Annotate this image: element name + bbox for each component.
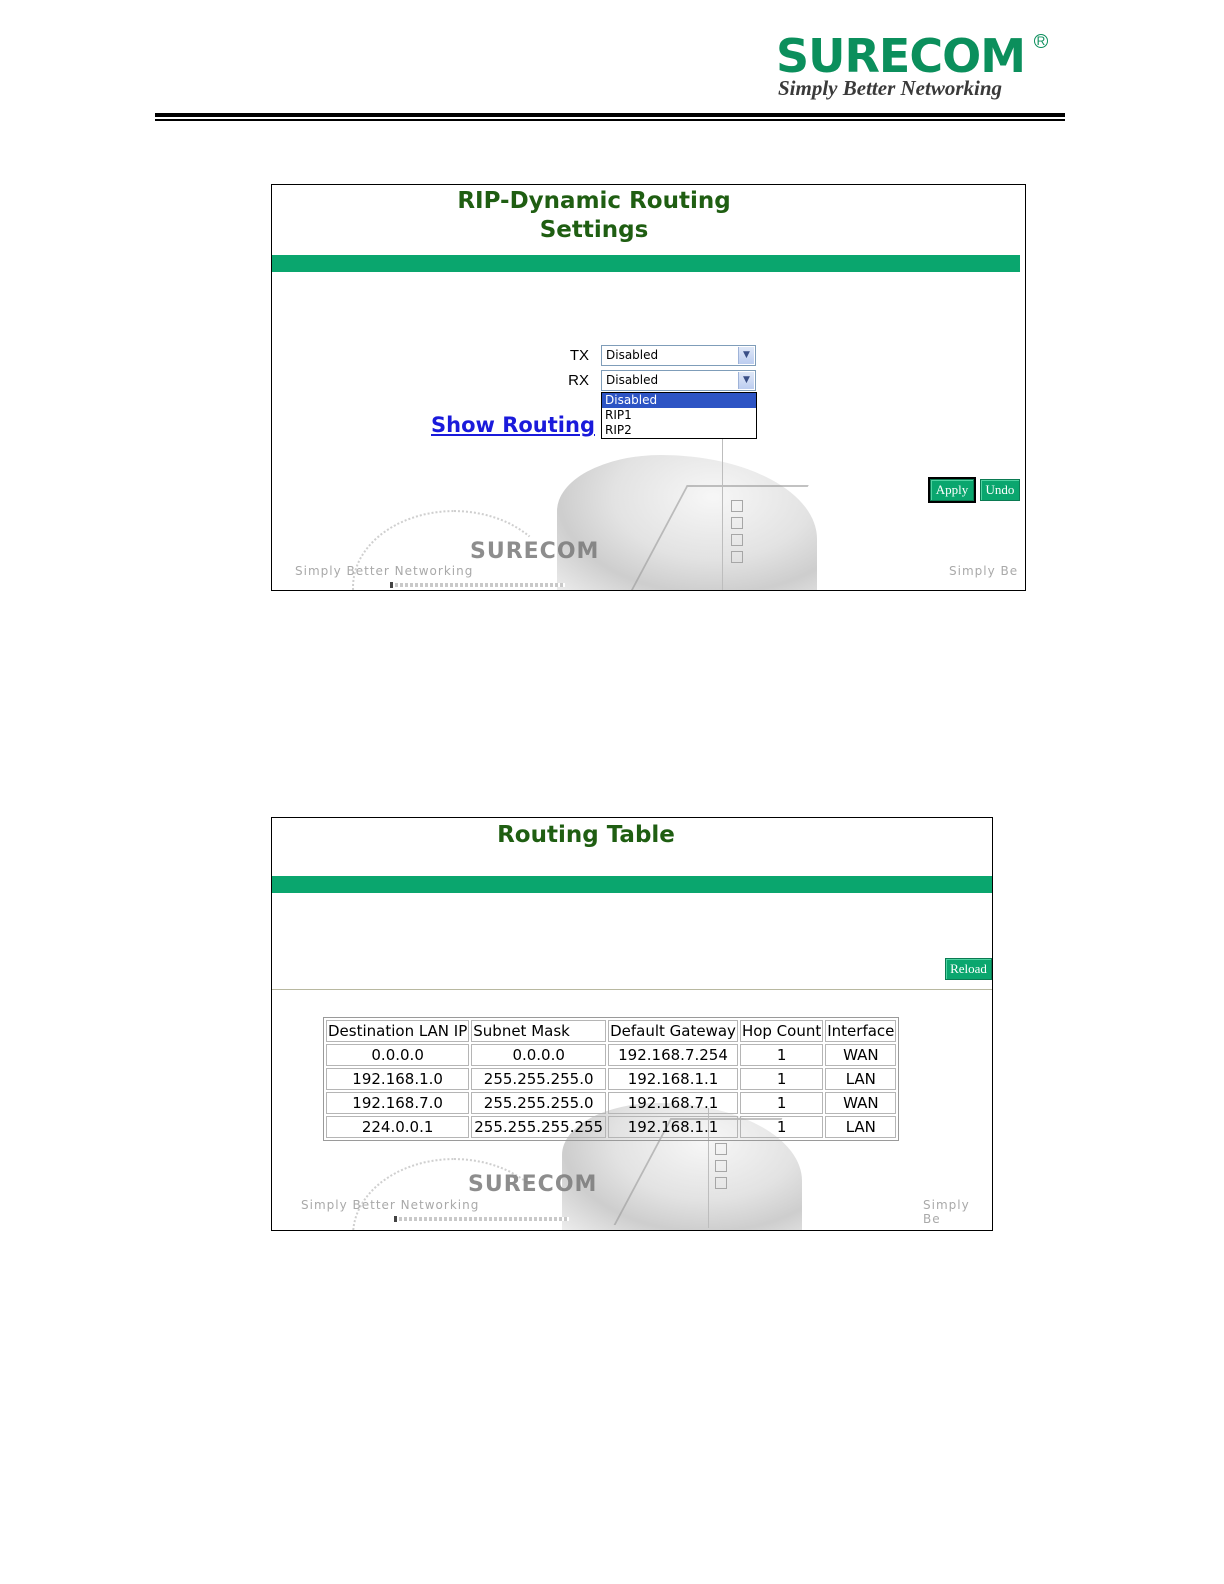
chevron-down-icon[interactable]: ▼ [738,347,754,364]
rx-select[interactable] [601,370,756,391]
chevron-down-icon[interactable]: ▼ [738,372,754,389]
rx-dropdown-list [601,392,757,439]
table-row [326,1092,896,1114]
header-divider-thin [155,119,1065,121]
watermark-logo: SURECOM [470,539,600,564]
tx-label: TX [569,347,589,364]
registered-mark-icon: R [1034,34,1048,48]
cell-subnet-mask: 255.255.255.0 [471,1092,606,1114]
tx-select[interactable] [601,345,756,366]
cell-destination: 0.0.0.0 [326,1044,469,1066]
title-line-1: RIP-Dynamic Routing [457,188,731,214]
watermark-copyright [399,1217,569,1221]
table-row [326,1044,896,1066]
cell-gateway: 192.168.1.1 [608,1116,738,1138]
header-divider [155,113,1065,117]
cell-destination: 224.0.0.1 [326,1116,469,1138]
cell-gateway: 192.168.1.1 [608,1068,738,1090]
decorative-square [731,517,743,529]
table-row [326,1116,896,1138]
apply-button[interactable]: Apply [930,479,974,501]
routing-table-screenshot [271,817,993,1231]
watermark-tagline: Simply Better Networking [295,564,474,578]
undo-button[interactable]: Undo [980,479,1020,501]
watermark-logo: SURECOM [468,1172,598,1197]
header-band [272,876,992,893]
show-routing-link[interactable]: Show Routing [431,413,595,437]
column-header: Subnet Mask [471,1020,606,1042]
cell-hop-count: 1 [740,1092,823,1114]
routing-table [323,1017,899,1141]
decorative-square [731,551,743,563]
column-header: Destination LAN IP [328,1022,468,1040]
decorative-square [731,500,743,512]
cell-destination: 192.168.1.0 [326,1068,469,1090]
cell-hop-count: 1 [740,1068,823,1090]
rx-label: RX [568,372,589,389]
decorative-square [715,1160,727,1172]
rx-option-disabled[interactable]: Disabled [602,393,756,408]
rx-option-rip1[interactable]: RIP1 [605,408,632,422]
column-header: Interface [827,1022,895,1040]
rip-settings-screenshot [271,184,1026,591]
tx-select-value: Disabled [606,348,659,362]
watermark-tagline-right: Simply Be [923,1198,970,1226]
rx-select-value: Disabled [606,373,659,387]
cell-hop-count: 1 [740,1116,823,1138]
cell-interface: LAN [825,1116,896,1138]
cell-hop-count: 1 [740,1044,823,1066]
cell-interface: WAN [825,1092,896,1114]
table-header-row [326,1020,896,1042]
header-band [272,255,1020,272]
column-header: Hop Count [741,1022,822,1040]
cell-gateway: 192.168.7.254 [608,1044,738,1066]
decorative-square [715,1177,727,1189]
decorative-square [731,534,743,546]
surecom-logo [772,30,1052,104]
watermark-tagline-right: Simply Be [949,564,1019,578]
cell-destination: 192.168.7.0 [326,1092,469,1114]
cell-gateway: 192.168.7.1 [608,1092,738,1114]
rx-option-rip2[interactable]: RIP2 [605,423,632,437]
section-divider [272,989,992,990]
table-row [326,1068,896,1090]
title-line-2: Settings [539,217,649,243]
page-title [392,187,796,245]
cell-interface: LAN [825,1068,896,1090]
decorative-square [715,1143,727,1155]
cell-subnet-mask: 255.255.255.0 [471,1068,606,1090]
logo-tagline: Simply Better Networking [778,76,1003,100]
page-title: Routing Table [497,822,675,848]
cell-subnet-mask: 0.0.0.0 [471,1044,606,1066]
watermark-tagline: Simply Better Networking [301,1198,480,1212]
logo-wordmark: SURECOM [776,29,1025,83]
cell-interface: WAN [825,1044,896,1066]
cell-subnet-mask: 255.255.255.255 [471,1116,606,1138]
reload-button[interactable]: Reload [945,958,992,980]
watermark-copyright [395,583,565,587]
decorative-line [722,435,723,590]
column-header: Default Gateway [610,1022,736,1040]
